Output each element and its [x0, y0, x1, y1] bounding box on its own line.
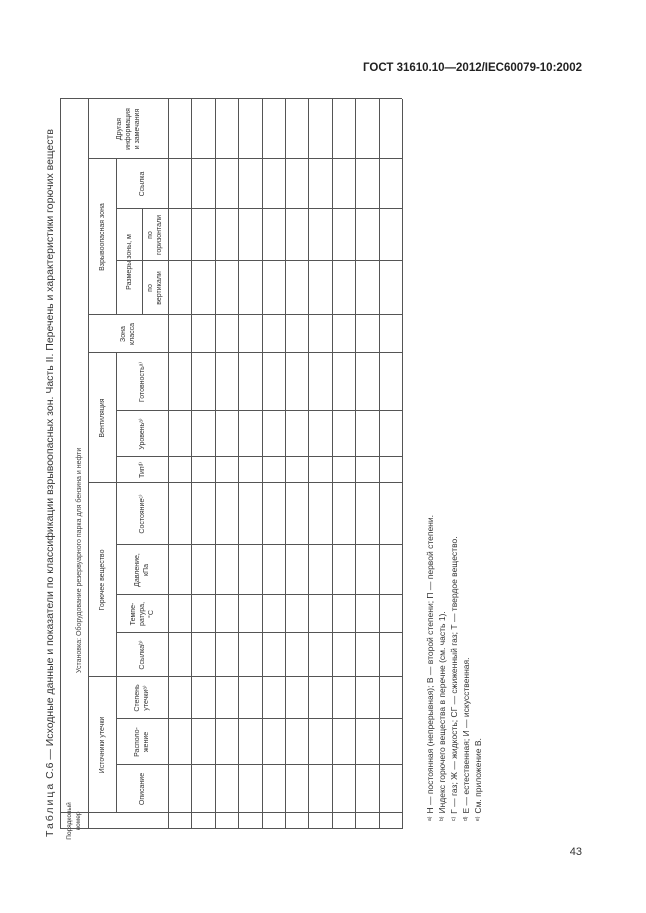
- footnote-text: Н — постоянная (непрерывная); В — второй степени; П — первой степени.: [425, 515, 435, 814]
- footnote-text: Е — естественная; И — искусственная.: [461, 657, 471, 814]
- footnote-mark: c): [451, 816, 457, 821]
- header-zone-vertical: по вертикали: [147, 271, 163, 305]
- footnote-item: [448, 515, 460, 821]
- header-zone-horizontal: по горизонтали: [147, 215, 163, 256]
- footnote-mark: d): [463, 816, 469, 821]
- header-zone-ref: Ссылка: [138, 171, 146, 197]
- table-rule: [355, 99, 356, 829]
- caption-text: С.6 — Исходные данные и показатели по классификации взрывоопасных зон. Часть II. Перечень и характеристики горючих веществ: [44, 129, 56, 782]
- document-header: ГОСТ 31610.10—2012/IEC60079-10:2002: [363, 62, 582, 74]
- caption-prefix: Таблица: [44, 781, 56, 837]
- footnote-item: [472, 515, 484, 821]
- footnote-mark: e): [475, 816, 481, 821]
- header-zone-sizes: Размеры зоны, м: [125, 234, 133, 290]
- footnote-text: Г — газ; Ж — жидкость; СГ — сжиженный газ; Т — твердое вещество.: [449, 536, 459, 814]
- header-vent-type: Типᵈ⁾: [138, 461, 146, 479]
- table-rule: [402, 99, 403, 829]
- header-vent-group: Вентиляция: [98, 398, 106, 438]
- footnote-mark: a): [427, 816, 433, 821]
- header-leak-group: Источники утечки: [98, 716, 106, 774]
- header-zone-class: Зона класса: [120, 323, 136, 346]
- table-rule: [60, 812, 402, 813]
- page-number: 43: [569, 846, 582, 858]
- footnote-mark: b): [439, 816, 445, 821]
- header-substance-pressure: Давление, кПа: [134, 553, 150, 587]
- table-rule: [116, 544, 402, 545]
- table-rule: [116, 764, 402, 765]
- footnote-item: [424, 515, 436, 821]
- footnote-text: Индекс горючего вещества в перечне (см. часть 1).: [437, 611, 447, 814]
- header-vent-ready: Готовностьᵃ⁾: [138, 361, 146, 403]
- table-rule: [116, 594, 402, 595]
- table-rule: [88, 99, 89, 829]
- table-rule: [116, 718, 402, 719]
- table-rule: [332, 99, 333, 829]
- header-other-info: Другая информация и замечания: [115, 108, 141, 150]
- table-rule: [116, 410, 402, 411]
- table-rule: [116, 677, 117, 813]
- table-rule: [116, 208, 402, 209]
- footnote-item: [436, 515, 448, 821]
- table-rule: [262, 99, 263, 829]
- table-rule: [116, 353, 117, 483]
- table-rule: [116, 632, 402, 633]
- header-substance-group: Горючее вещество: [98, 549, 106, 611]
- table-rule: [142, 260, 402, 261]
- header-leak-description: Описание: [138, 772, 146, 806]
- table-rule: [60, 828, 402, 829]
- header-substance-temp: Темпе- ратура, °С: [129, 601, 155, 627]
- header-substance-ref: Ссылкаᵇ⁾: [138, 640, 146, 670]
- table-rule: [116, 456, 402, 457]
- footnote-text: См. приложение В.: [473, 738, 483, 814]
- table-rule: [215, 99, 216, 829]
- table-rule: [60, 99, 61, 829]
- header-explosive-zone: Взрывоопасная зона: [98, 203, 106, 271]
- table-rule: [116, 483, 117, 677]
- table-rule: [308, 99, 309, 829]
- header-substance-state: Состояниеᶜ⁾: [138, 494, 146, 534]
- table-rule: [285, 99, 286, 829]
- footnote-item: [460, 515, 472, 821]
- table-rule: [116, 159, 117, 315]
- table-rule: [60, 98, 402, 99]
- table-rule: [142, 209, 143, 315]
- header-row-number: Порядковый номер: [66, 802, 82, 840]
- table-rule: [238, 99, 239, 829]
- header-leak-degree: Степень утечкиᵃ⁾: [134, 684, 150, 712]
- header-vent-level: Уровеньᵃ⁾: [138, 418, 146, 450]
- installation-label: Установка: Оборудование резервуарного парка для бензина и нефти: [76, 447, 83, 673]
- table-rule: [379, 99, 380, 829]
- footnotes: [424, 515, 484, 821]
- header-leak-location: Располо- жение: [134, 727, 150, 757]
- table-rule: [191, 99, 192, 829]
